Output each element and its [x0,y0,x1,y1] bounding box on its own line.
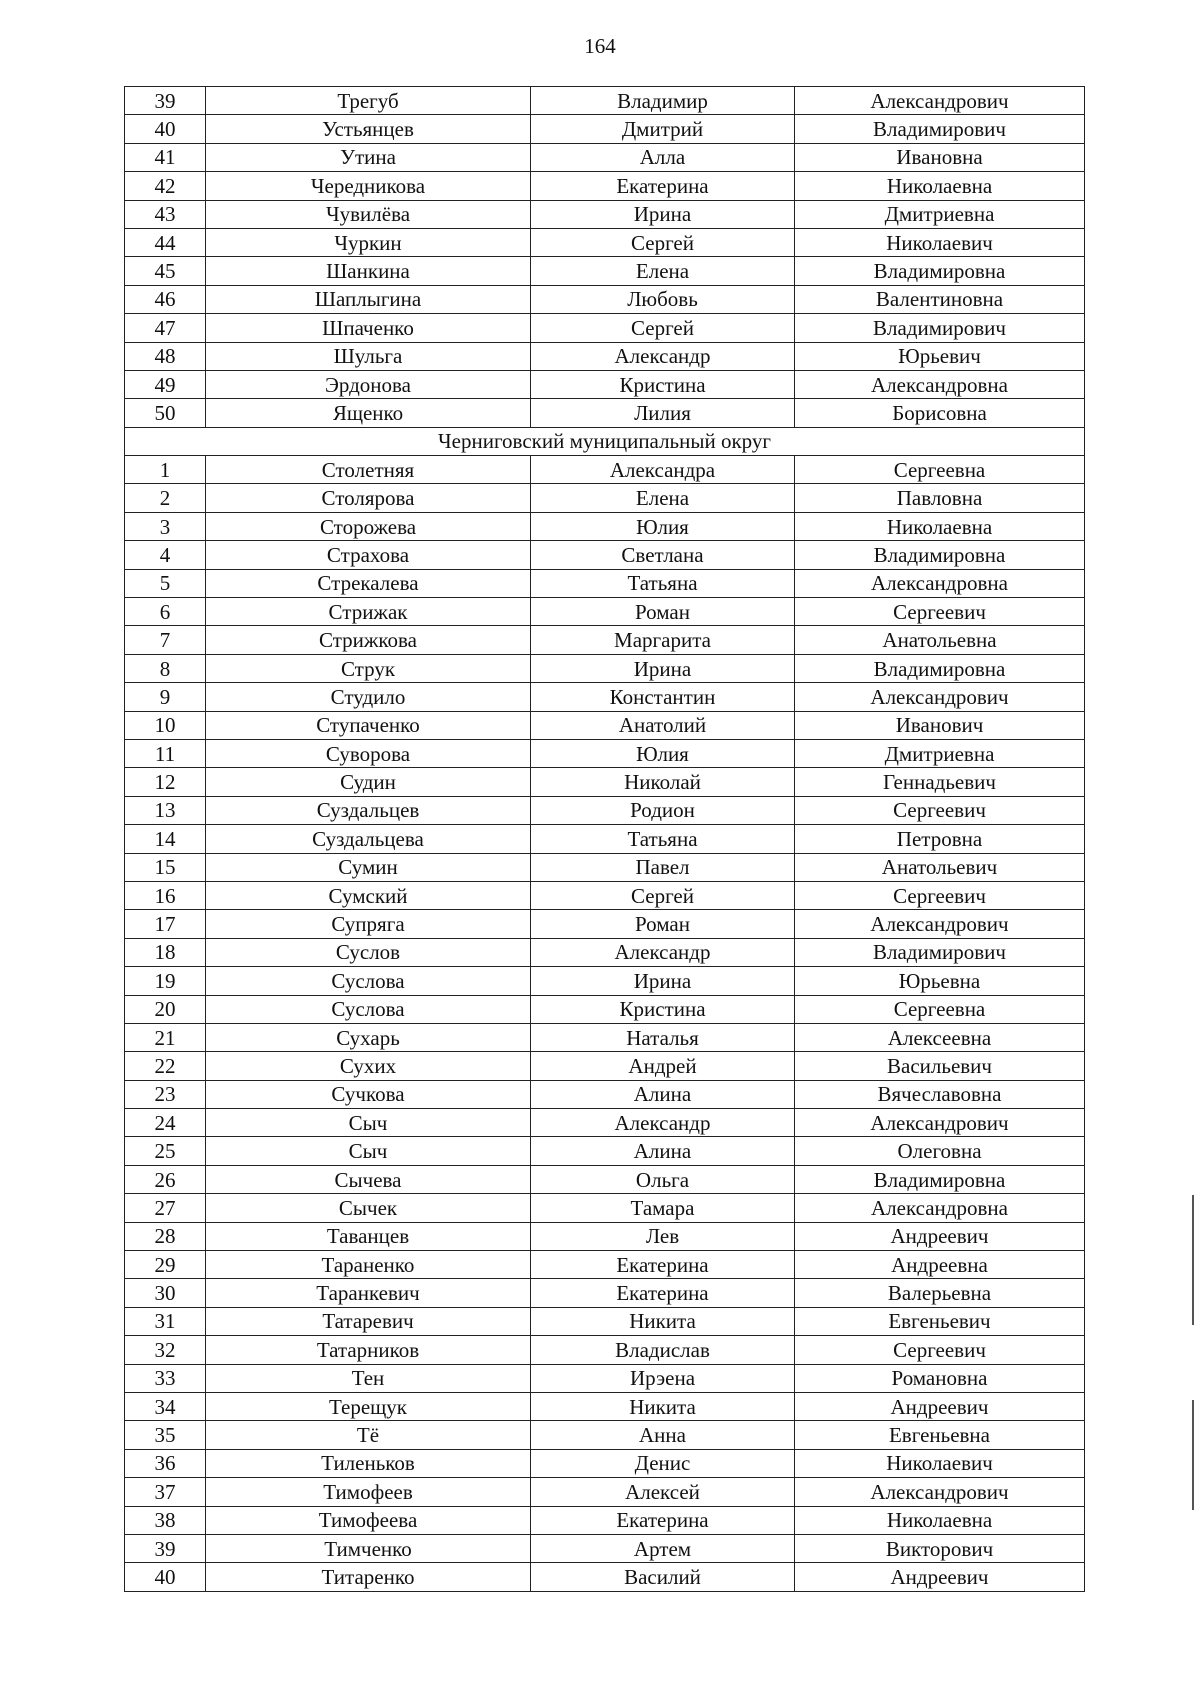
patronymic-cell: Владимировна [795,1165,1085,1193]
last-name-cell: Струк [206,654,531,682]
last-name-cell: Шпаченко [206,314,531,342]
first-name-cell: Алла [531,143,795,171]
patronymic-cell: Александрович [795,1109,1085,1137]
table-row [125,484,1085,512]
row-number-cell: 29 [125,1251,206,1279]
patronymic-cell: Петровна [795,825,1085,853]
last-name-cell: Таванцев [206,1222,531,1250]
table-row [125,1194,1085,1222]
row-number-cell: 45 [125,257,206,285]
row-number-cell: 44 [125,228,206,256]
row-number-cell: 41 [125,143,206,171]
last-name-cell: Суздальцев [206,796,531,824]
first-name-cell: Маргарита [531,626,795,654]
first-name-cell: Василий [531,1563,795,1591]
first-name-cell: Татьяна [531,569,795,597]
first-name-cell: Тамара [531,1194,795,1222]
patronymic-cell: Владимировна [795,257,1085,285]
table-row [125,683,1085,711]
patronymic-cell: Дмитриевна [795,200,1085,228]
last-name-cell: Трегуб [206,87,531,115]
patronymic-cell: Александрович [795,683,1085,711]
patronymic-cell: Юрьевич [795,342,1085,370]
table-row [125,626,1085,654]
row-number-cell: 4 [125,541,206,569]
last-name-cell: Сыч [206,1137,531,1165]
row-number-cell: 40 [125,1563,206,1591]
last-name-cell: Суздальцева [206,825,531,853]
first-name-cell: Роман [531,598,795,626]
last-name-cell: Чередникова [206,172,531,200]
table-row [125,200,1085,228]
patronymic-cell: Валентиновна [795,285,1085,313]
first-name-cell: Алексей [531,1478,795,1506]
row-number-cell: 47 [125,314,206,342]
table-row [125,512,1085,540]
section-title: Черниговский муниципальный округ [125,427,1085,455]
first-name-cell: Денис [531,1449,795,1477]
first-name-cell: Родион [531,796,795,824]
last-name-cell: Тараненко [206,1251,531,1279]
table-row [125,143,1085,171]
table-row [125,938,1085,966]
patronymic-cell: Владимирович [795,938,1085,966]
table-row [125,314,1085,342]
table-row [125,598,1085,626]
last-name-cell: Устьянцев [206,115,531,143]
row-number-cell: 33 [125,1364,206,1392]
first-name-cell: Наталья [531,1023,795,1051]
row-number-cell: 2 [125,484,206,512]
first-name-cell: Алина [531,1137,795,1165]
first-name-cell: Лев [531,1222,795,1250]
patronymic-cell: Евгеньевна [795,1421,1085,1449]
table-row [125,1251,1085,1279]
last-name-cell: Шаплыгина [206,285,531,313]
last-name-cell: Стрижак [206,598,531,626]
row-number-cell: 34 [125,1392,206,1420]
first-name-cell: Юлия [531,512,795,540]
table-row [125,1364,1085,1392]
first-name-cell: Екатерина [531,1279,795,1307]
row-number-cell: 22 [125,1052,206,1080]
table-row [125,1307,1085,1335]
table-row [125,228,1085,256]
row-number-cell: 35 [125,1421,206,1449]
table-row [125,995,1085,1023]
roster-body [125,87,1085,1592]
last-name-cell: Судин [206,768,531,796]
first-name-cell: Ирина [531,654,795,682]
table-row [125,1279,1085,1307]
first-name-cell: Екатерина [531,1506,795,1534]
patronymic-cell: Валерьевна [795,1279,1085,1307]
table-row [125,172,1085,200]
patronymic-cell: Владимирович [795,115,1085,143]
patronymic-cell: Сергеевич [795,796,1085,824]
row-number-cell: 18 [125,938,206,966]
row-number-cell: 16 [125,881,206,909]
first-name-cell: Ирина [531,200,795,228]
row-number-cell: 7 [125,626,206,654]
last-name-cell: Ступаченко [206,711,531,739]
row-number-cell: 17 [125,910,206,938]
last-name-cell: Сумский [206,881,531,909]
last-name-cell: Шульга [206,342,531,370]
table-row [125,1563,1085,1591]
first-name-cell: Николай [531,768,795,796]
table-row [125,768,1085,796]
patronymic-cell: Николаевна [795,512,1085,540]
page-number: 164 [584,34,616,58]
table-row [125,456,1085,484]
row-number-cell: 5 [125,569,206,597]
row-number-cell: 39 [125,1534,206,1562]
last-name-cell: Сторожева [206,512,531,540]
scan-edge-mark [1192,1195,1194,1325]
first-name-cell: Дмитрий [531,115,795,143]
row-number-cell: 43 [125,200,206,228]
table-row [125,370,1085,398]
last-name-cell: Сучкова [206,1080,531,1108]
last-name-cell: Суворова [206,739,531,767]
patronymic-cell: Алексеевна [795,1023,1085,1051]
first-name-cell: Алина [531,1080,795,1108]
last-name-cell: Татаревич [206,1307,531,1335]
row-number-cell: 39 [125,87,206,115]
last-name-cell: Стрекалева [206,569,531,597]
first-name-cell: Павел [531,853,795,881]
row-number-cell: 38 [125,1506,206,1534]
patronymic-cell: Павловна [795,484,1085,512]
last-name-cell: Тё [206,1421,531,1449]
table-row [125,87,1085,115]
first-name-cell: Екатерина [531,1251,795,1279]
first-name-cell: Юлия [531,739,795,767]
patronymic-cell: Борисовна [795,399,1085,427]
first-name-cell: Роман [531,910,795,938]
row-number-cell: 6 [125,598,206,626]
table-row [125,1534,1085,1562]
patronymic-cell: Васильевич [795,1052,1085,1080]
row-number-cell: 19 [125,967,206,995]
patronymic-cell: Александровна [795,370,1085,398]
patronymic-cell: Евгеньевич [795,1307,1085,1335]
table-row [125,1392,1085,1420]
first-name-cell: Кристина [531,995,795,1023]
patronymic-cell: Андреевна [795,1251,1085,1279]
row-number-cell: 42 [125,172,206,200]
table-row [125,342,1085,370]
patronymic-cell: Сергеевич [795,598,1085,626]
last-name-cell: Чуркин [206,228,531,256]
row-number-cell: 50 [125,399,206,427]
table-row [125,853,1085,881]
patronymic-cell: Анатольевич [795,853,1085,881]
last-name-cell: Суслов [206,938,531,966]
table-row [125,739,1085,767]
patronymic-cell: Николаевна [795,1506,1085,1534]
patronymic-cell: Александрович [795,910,1085,938]
patronymic-cell: Андреевич [795,1392,1085,1420]
table-row [125,1052,1085,1080]
last-name-cell: Сумин [206,853,531,881]
patronymic-cell: Олеговна [795,1137,1085,1165]
table-row [125,910,1085,938]
last-name-cell: Тимофеев [206,1478,531,1506]
table-row [125,967,1085,995]
row-number-cell: 9 [125,683,206,711]
table-row [125,399,1085,427]
row-number-cell: 8 [125,654,206,682]
table-row [125,711,1085,739]
last-name-cell: Терещук [206,1392,531,1420]
first-name-cell: Елена [531,257,795,285]
last-name-cell: Супряга [206,910,531,938]
row-number-cell: 28 [125,1222,206,1250]
roster-table [124,86,1085,1592]
section-row [125,427,1085,455]
row-number-cell: 24 [125,1109,206,1137]
scan-edge-mark [1192,1400,1194,1510]
patronymic-cell: Сергеевна [795,456,1085,484]
patronymic-cell: Владимировна [795,541,1085,569]
table-row [125,1478,1085,1506]
first-name-cell: Владислав [531,1336,795,1364]
row-number-cell: 23 [125,1080,206,1108]
table-row [125,796,1085,824]
patronymic-cell: Сергеевич [795,881,1085,909]
last-name-cell: Сычек [206,1194,531,1222]
table-row [125,1109,1085,1137]
patronymic-cell: Дмитриевна [795,739,1085,767]
last-name-cell: Суслова [206,967,531,995]
table-row [125,1222,1085,1250]
row-number-cell: 40 [125,115,206,143]
last-name-cell: Стрижкова [206,626,531,654]
patronymic-cell: Сергеевна [795,995,1085,1023]
row-number-cell: 10 [125,711,206,739]
last-name-cell: Тимченко [206,1534,531,1562]
table-row [125,1336,1085,1364]
table-row [125,654,1085,682]
patronymic-cell: Вячеславовна [795,1080,1085,1108]
patronymic-cell: Викторович [795,1534,1085,1562]
last-name-cell: Титаренко [206,1563,531,1591]
first-name-cell: Лилия [531,399,795,427]
last-name-cell: Сухих [206,1052,531,1080]
row-number-cell: 14 [125,825,206,853]
patronymic-cell: Александрович [795,87,1085,115]
first-name-cell: Андрей [531,1052,795,1080]
table-row [125,1165,1085,1193]
row-number-cell: 26 [125,1165,206,1193]
row-number-cell: 1 [125,456,206,484]
first-name-cell: Татьяна [531,825,795,853]
first-name-cell: Александр [531,1109,795,1137]
last-name-cell: Утина [206,143,531,171]
last-name-cell: Сычева [206,1165,531,1193]
patronymic-cell: Андреевич [795,1222,1085,1250]
first-name-cell: Анна [531,1421,795,1449]
first-name-cell: Никита [531,1307,795,1335]
patronymic-cell: Александрович [795,1478,1085,1506]
row-number-cell: 36 [125,1449,206,1477]
patronymic-cell: Юрьевна [795,967,1085,995]
patronymic-cell: Андреевич [795,1563,1085,1591]
table-row [125,881,1085,909]
last-name-cell: Ященко [206,399,531,427]
last-name-cell: Сухарь [206,1023,531,1051]
first-name-cell: Ольга [531,1165,795,1193]
row-number-cell: 3 [125,512,206,540]
row-number-cell: 20 [125,995,206,1023]
table-row [125,569,1085,597]
last-name-cell: Столярова [206,484,531,512]
patronymic-cell: Владимировна [795,654,1085,682]
first-name-cell: Александр [531,342,795,370]
first-name-cell: Владимир [531,87,795,115]
last-name-cell: Суслова [206,995,531,1023]
row-number-cell: 13 [125,796,206,824]
last-name-cell: Шанкина [206,257,531,285]
last-name-cell: Тиленьков [206,1449,531,1477]
last-name-cell: Тен [206,1364,531,1392]
first-name-cell: Светлана [531,541,795,569]
first-name-cell: Анатолий [531,711,795,739]
patronymic-cell: Александровна [795,1194,1085,1222]
patronymic-cell: Ивановна [795,143,1085,171]
first-name-cell: Александр [531,938,795,966]
table-row [125,1506,1085,1534]
table-row [125,1080,1085,1108]
row-number-cell: 37 [125,1478,206,1506]
table-row [125,825,1085,853]
first-name-cell: Сергей [531,881,795,909]
row-number-cell: 15 [125,853,206,881]
last-name-cell: Тимофеева [206,1506,531,1534]
row-number-cell: 21 [125,1023,206,1051]
row-number-cell: 32 [125,1336,206,1364]
first-name-cell: Екатерина [531,172,795,200]
patronymic-cell: Иванович [795,711,1085,739]
last-name-cell: Столетняя [206,456,531,484]
last-name-cell: Эрдонова [206,370,531,398]
first-name-cell: Артем [531,1534,795,1562]
row-number-cell: 30 [125,1279,206,1307]
first-name-cell: Елена [531,484,795,512]
row-number-cell: 46 [125,285,206,313]
first-name-cell: Константин [531,683,795,711]
table-row [125,285,1085,313]
table-row [125,1023,1085,1051]
patronymic-cell: Сергеевич [795,1336,1085,1364]
row-number-cell: 27 [125,1194,206,1222]
patronymic-cell: Николаевич [795,228,1085,256]
table-row [125,257,1085,285]
last-name-cell: Чувилёва [206,200,531,228]
last-name-cell: Страхова [206,541,531,569]
patronymic-cell: Николаевна [795,172,1085,200]
patronymic-cell: Владимирович [795,314,1085,342]
first-name-cell: Александра [531,456,795,484]
table-row [125,1449,1085,1477]
row-number-cell: 31 [125,1307,206,1335]
patronymic-cell: Александровна [795,569,1085,597]
first-name-cell: Сергей [531,314,795,342]
first-name-cell: Любовь [531,285,795,313]
patronymic-cell: Геннадьевич [795,768,1085,796]
table-row [125,1421,1085,1449]
row-number-cell: 11 [125,739,206,767]
last-name-cell: Татарников [206,1336,531,1364]
row-number-cell: 49 [125,370,206,398]
last-name-cell: Сыч [206,1109,531,1137]
first-name-cell: Ирэена [531,1364,795,1392]
row-number-cell: 25 [125,1137,206,1165]
first-name-cell: Кристина [531,370,795,398]
row-number-cell: 48 [125,342,206,370]
patronymic-cell: Николаевич [795,1449,1085,1477]
table-row [125,541,1085,569]
last-name-cell: Таранкевич [206,1279,531,1307]
patronymic-cell: Анатольевна [795,626,1085,654]
first-name-cell: Сергей [531,228,795,256]
table-row [125,1137,1085,1165]
first-name-cell: Никита [531,1392,795,1420]
patronymic-cell: Романовна [795,1364,1085,1392]
last-name-cell: Студило [206,683,531,711]
table-row [125,115,1085,143]
row-number-cell: 12 [125,768,206,796]
first-name-cell: Ирина [531,967,795,995]
